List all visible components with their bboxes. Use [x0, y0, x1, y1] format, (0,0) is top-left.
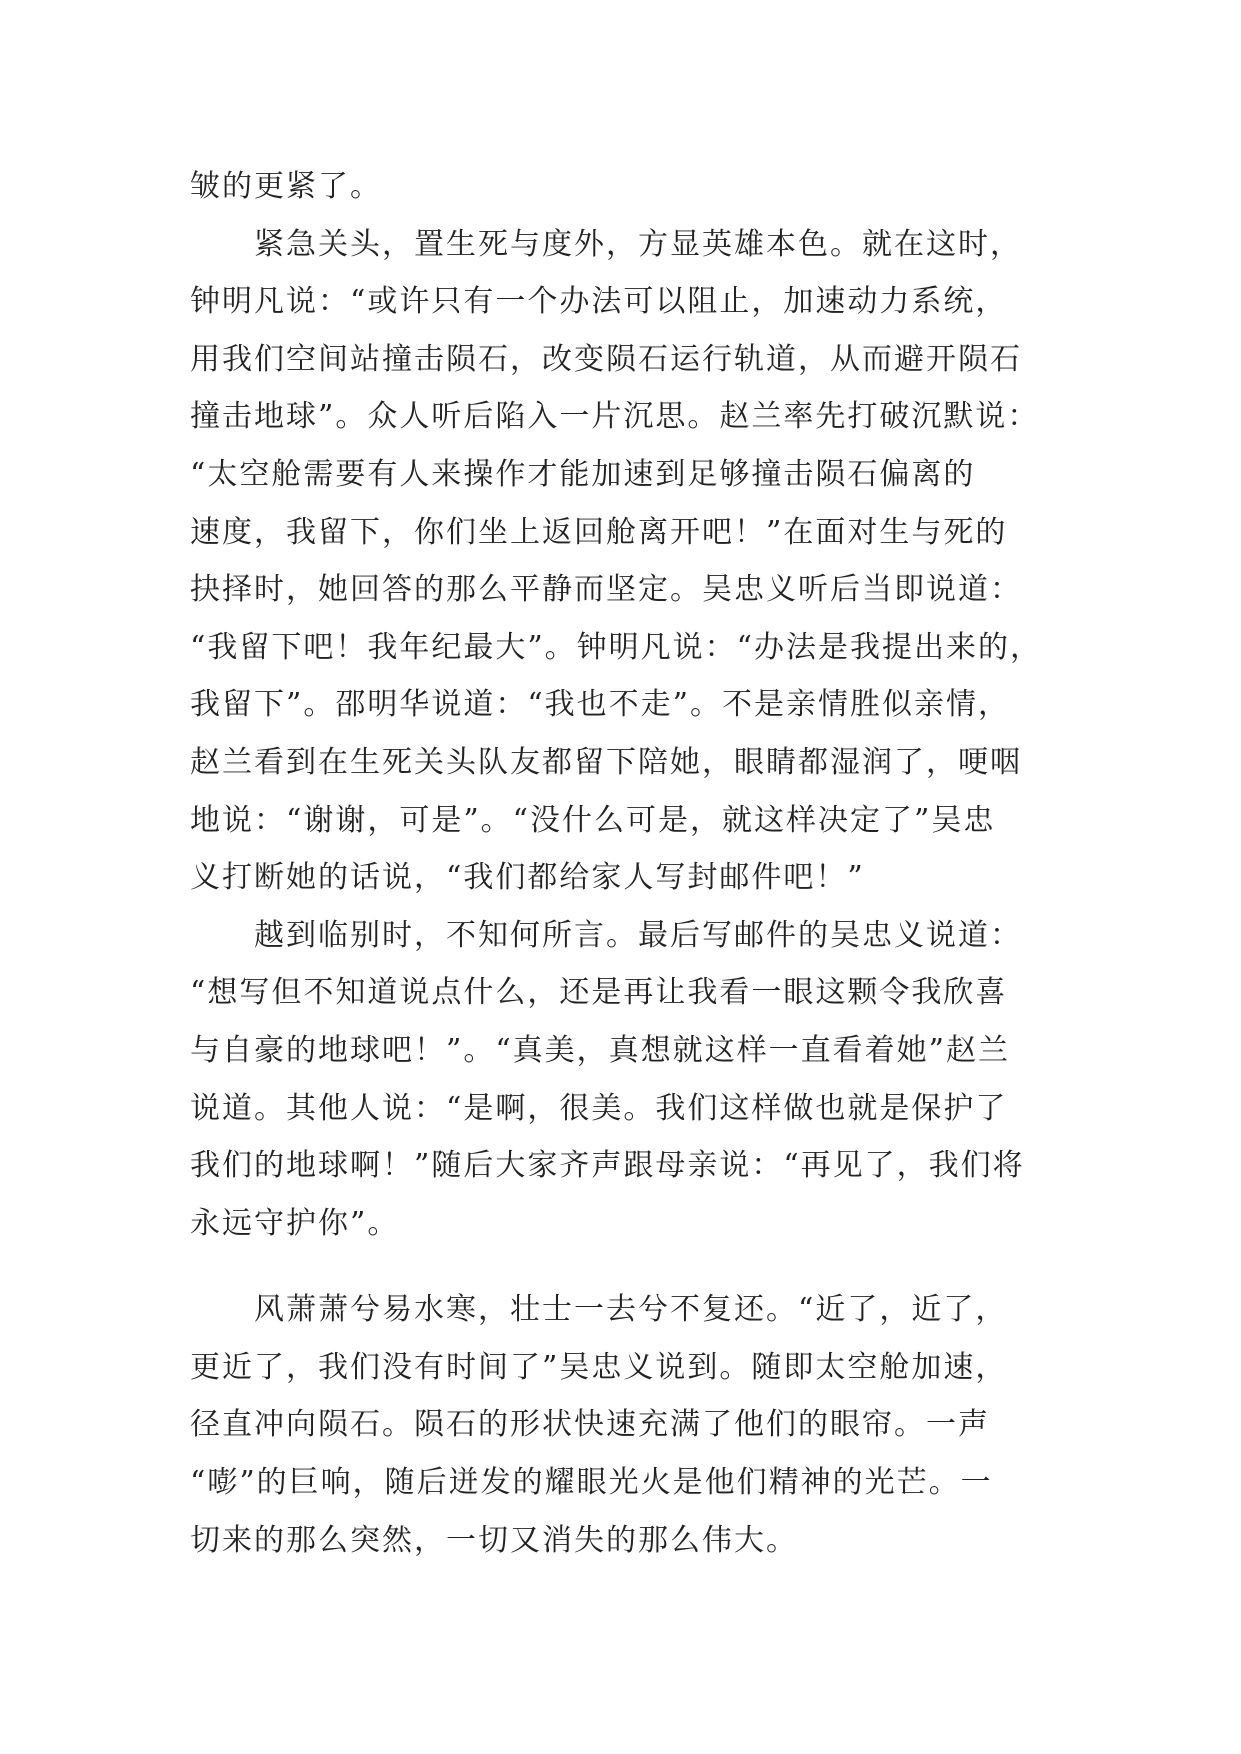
text-line: 抉择时，她回答的那么平静而坚定。吴忠义听后当即说道：	[190, 572, 1022, 608]
paragraph-4	[190, 1281, 1090, 1569]
paragraph-1	[190, 158, 1090, 216]
text-line: 永远守护你”。	[190, 1205, 400, 1241]
text-line: 越到临别时，不知何所言。最后写邮件的吴忠义说道：	[254, 917, 1022, 953]
paragraph-gap	[190, 1252, 1090, 1281]
text-line: “太空舱需要有人来操作才能加速到足够撞击陨石偏离的	[190, 456, 976, 492]
text-line: 我们的地球啊！”随后大家齐声跟母亲说：“再见了，我们将	[190, 1148, 1025, 1184]
text-line: 皱的更紧了。	[190, 169, 382, 204]
text-line: “我留下吧！我年纪最大”。钟明凡说：“办法是我提出来的，	[190, 629, 1043, 665]
paragraph-2	[190, 216, 1090, 907]
body-text	[190, 158, 1090, 1569]
text-line: 与自豪的地球吧！”。“真美，真想就这样一直看着她”赵兰	[190, 1032, 1011, 1068]
text-line: 紧急关头，置生死与度外，方显英雄本色。就在这时，	[254, 226, 1022, 262]
text-line: “想写但不知道说点什么，还是再让我看一眼这颗令我欣喜	[190, 975, 1008, 1011]
text-line: 义打断她的话说，“我们都给家人写封邮件吧！”	[190, 860, 865, 896]
text-line: 说道。其他人说：“是啊，很美。我们这样做也就是保护了	[190, 1090, 1008, 1126]
text-line: 更近了，我们没有时间了”吴忠义说到。随即太空舱加速，	[190, 1349, 1008, 1385]
text-line: 撞击地球”。众人听后陷入一片沉思。赵兰率先打破沉默说：	[190, 399, 1040, 435]
text-line: 我留下”。邵明华说道：“我也不走”。不是亲情胜似亲情，	[190, 687, 1011, 723]
text-line: 速度，我留下，你们坐上返回舱离开吧！”在面对生与死的	[190, 514, 1008, 550]
text-line: “嘭”的巨响，随后迸发的耀眼光火是他们精神的光芒。一	[190, 1465, 993, 1501]
text-line: 风萧萧兮易水寒，壮士一去兮不复还。“近了，近了，	[254, 1292, 1008, 1328]
paragraph-3	[190, 907, 1090, 1253]
text-line: 切来的那么突然，一切又消失的那么伟大。	[190, 1522, 798, 1558]
text-line: 钟明凡说：“或许只有一个办法可以阻止，加速动力系统，	[190, 284, 1008, 320]
text-line: 径直冲向陨石。陨石的形状快速充满了他们的眼帘。一声	[190, 1407, 990, 1443]
text-line: 赵兰看到在生死关头队友都留下陪她，眼睛都湿润了，哽咽	[190, 744, 1022, 780]
text-line: 用我们空间站撞击陨石，改变陨石运行轨道，从而避开陨石	[190, 341, 1022, 377]
text-line: 地说：“谢谢，可是”。“没什么可是，就这样决定了”吴忠	[190, 802, 996, 838]
